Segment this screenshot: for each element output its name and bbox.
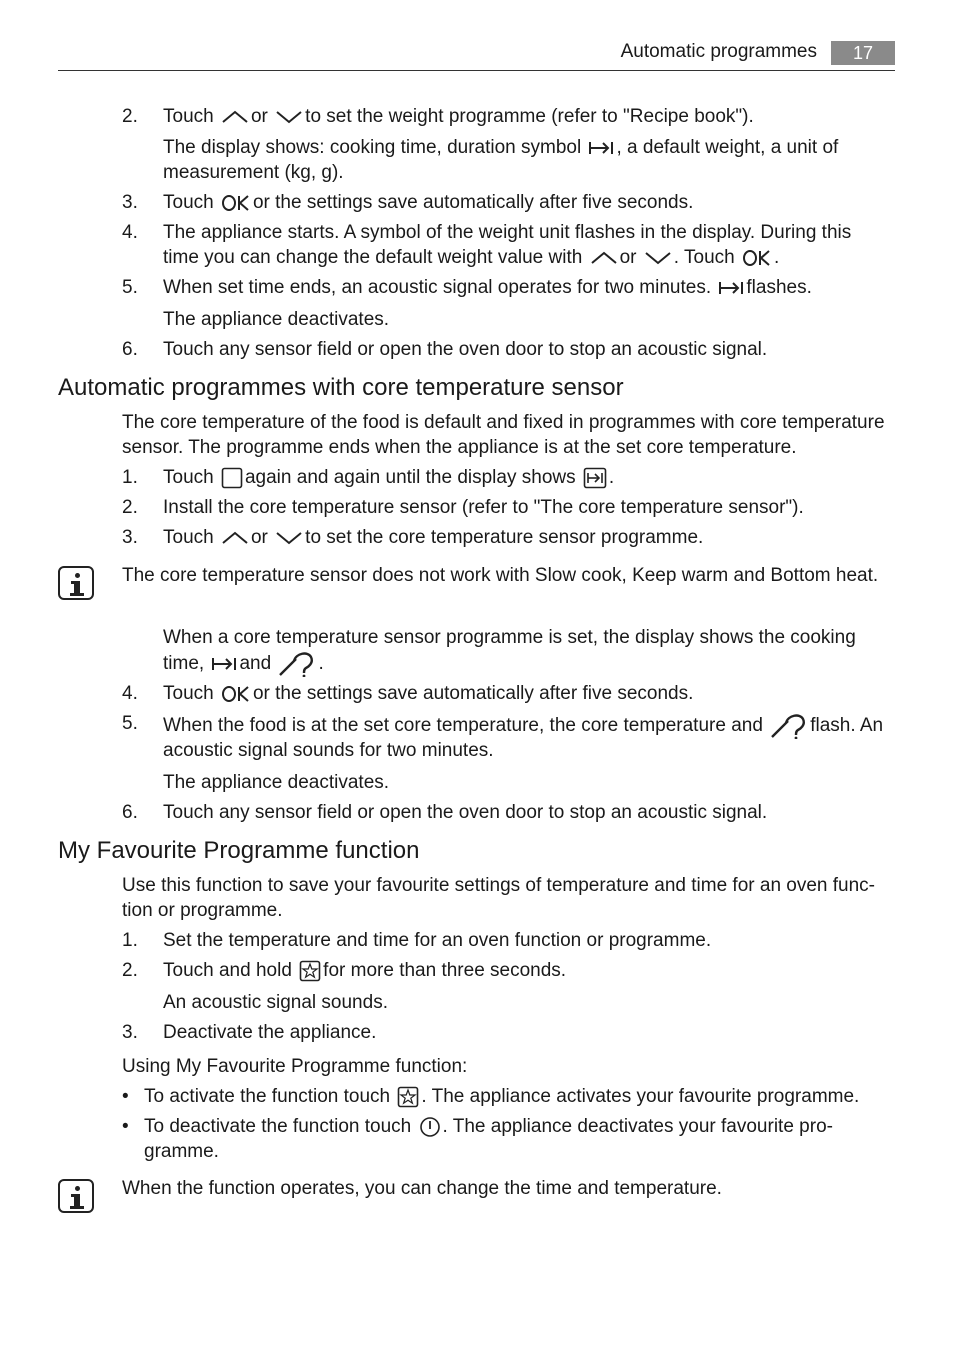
duration-icon — [588, 140, 614, 156]
section-heading: My Favourite Programme function — [58, 837, 420, 864]
step-text: Touch or to set the core temperature sensor programme. — [163, 527, 704, 548]
step-number: 5. — [122, 713, 138, 734]
step-text: Touch any sensor field or open the oven door to stop an acoustic signal. — [163, 802, 768, 823]
paragraph: sensor. The programme ends when the appliance is at the set core temperature. — [122, 437, 797, 458]
square-icon — [221, 467, 243, 489]
page-number: 17 — [831, 41, 895, 65]
core-probe-icon — [278, 651, 316, 677]
power-icon — [419, 1116, 441, 1138]
step-continuation: measurement (kg, g). — [163, 162, 344, 183]
step-text: time you can change the default weight value with or . Touch . — [163, 247, 780, 268]
chevron-up-icon — [221, 530, 249, 546]
bullet-text: To activate the function touch . The appliance activates your favourite programme. — [144, 1086, 860, 1107]
bullet-text: gramme. — [144, 1141, 219, 1162]
step-text: Touch and hold for more than three seconds. — [163, 960, 567, 981]
bullet: • — [122, 1086, 129, 1107]
step-continuation: When a core temperature sensor programme is set, the display shows the cooking — [163, 627, 856, 648]
duration-icon — [718, 280, 744, 296]
paragraph: tion or programme. — [122, 900, 283, 921]
page-header — [58, 40, 895, 71]
chevron-up-icon — [221, 109, 249, 125]
step-text: Set the temperature and time for an oven function or programme. — [163, 930, 712, 951]
bullet-text: To deactivate the function touch . The appliance deactivates your favourite pro- — [144, 1116, 833, 1137]
step-continuation: An acoustic signal sounds. — [163, 992, 388, 1013]
star-icon — [397, 1086, 419, 1108]
step-number: 2. — [122, 960, 138, 981]
step-number: 4. — [122, 683, 138, 704]
step-number: 3. — [122, 1022, 138, 1043]
step-text: acoustic signal sounds for two minutes. — [163, 740, 494, 761]
header-title: Automatic programmes — [620, 41, 817, 62]
step-number: 1. — [122, 467, 138, 488]
step-text: When the food is at the set core temperature, the core temperature and flash. An — [163, 713, 893, 739]
info-note: The core temperature sensor does not work with Slow cook, Keep warm and Bottom heat. — [122, 565, 879, 586]
step-text: Deactivate the appliance. — [163, 1022, 377, 1043]
step-text: Touch any sensor field or open the oven door to stop an acoustic signal. — [163, 339, 768, 360]
step-text: Touch again and again until the display shows . — [163, 467, 615, 488]
core-probe-icon — [770, 713, 808, 739]
chevron-down-icon — [275, 109, 303, 125]
step-text: The appliance starts. A symbol of the weight unit flashes in the display. During this — [163, 222, 852, 243]
step-number: 2. — [122, 106, 138, 127]
step-number: 1. — [122, 930, 138, 951]
step-text: Touch or the settings save automatically after five seconds. — [163, 192, 694, 213]
info-icon — [58, 1179, 94, 1213]
step-text: Touch or to set the weight programme (refer to "Recipe book"). — [163, 106, 754, 127]
step-text: Touch or the settings save automatically after five seconds. — [163, 683, 694, 704]
step-continuation: time, and . — [163, 651, 893, 677]
info-note: When the function operates, you can change the time and temperature. — [122, 1178, 722, 1199]
step-text: Install the core temperature sensor (refer to "The core temperature sensor"). — [163, 497, 804, 518]
paragraph: The core temperature of the food is default and fixed in programmes with core temperature — [122, 412, 885, 433]
ok-icon — [221, 685, 251, 703]
step-number: 6. — [122, 339, 138, 360]
ok-icon — [221, 194, 251, 212]
chevron-down-icon — [644, 250, 672, 266]
step-text: When set time ends, an acoustic signal operates for two minutes. flashes. — [163, 277, 812, 298]
step-number: 5. — [122, 277, 138, 298]
paragraph: Use this function to save your favourite settings of temperature and time for an oven func- — [122, 875, 876, 896]
bullet: • — [122, 1116, 129, 1137]
chevron-up-icon — [590, 250, 618, 266]
step-number: 3. — [122, 527, 138, 548]
star-icon — [299, 960, 321, 982]
ok-icon — [742, 249, 772, 267]
step-number: 6. — [122, 802, 138, 823]
section-heading: Automatic programmes with core temperature sensor — [58, 374, 624, 401]
step-number: 2. — [122, 497, 138, 518]
step-number: 4. — [122, 222, 138, 243]
step-continuation: The display shows: cooking time, duration symbol , a default weight, a unit of — [163, 137, 839, 158]
subheading: Using My Favourite Programme function: — [122, 1056, 468, 1077]
chevron-down-icon — [275, 530, 303, 546]
duration-icon — [211, 656, 237, 672]
info-icon — [58, 566, 94, 600]
step-continuation: The appliance deactivates. — [163, 772, 390, 793]
step-number: 3. — [122, 192, 138, 213]
core-sensor-display-icon — [583, 467, 607, 489]
step-continuation: The appliance deactivates. — [163, 309, 390, 330]
